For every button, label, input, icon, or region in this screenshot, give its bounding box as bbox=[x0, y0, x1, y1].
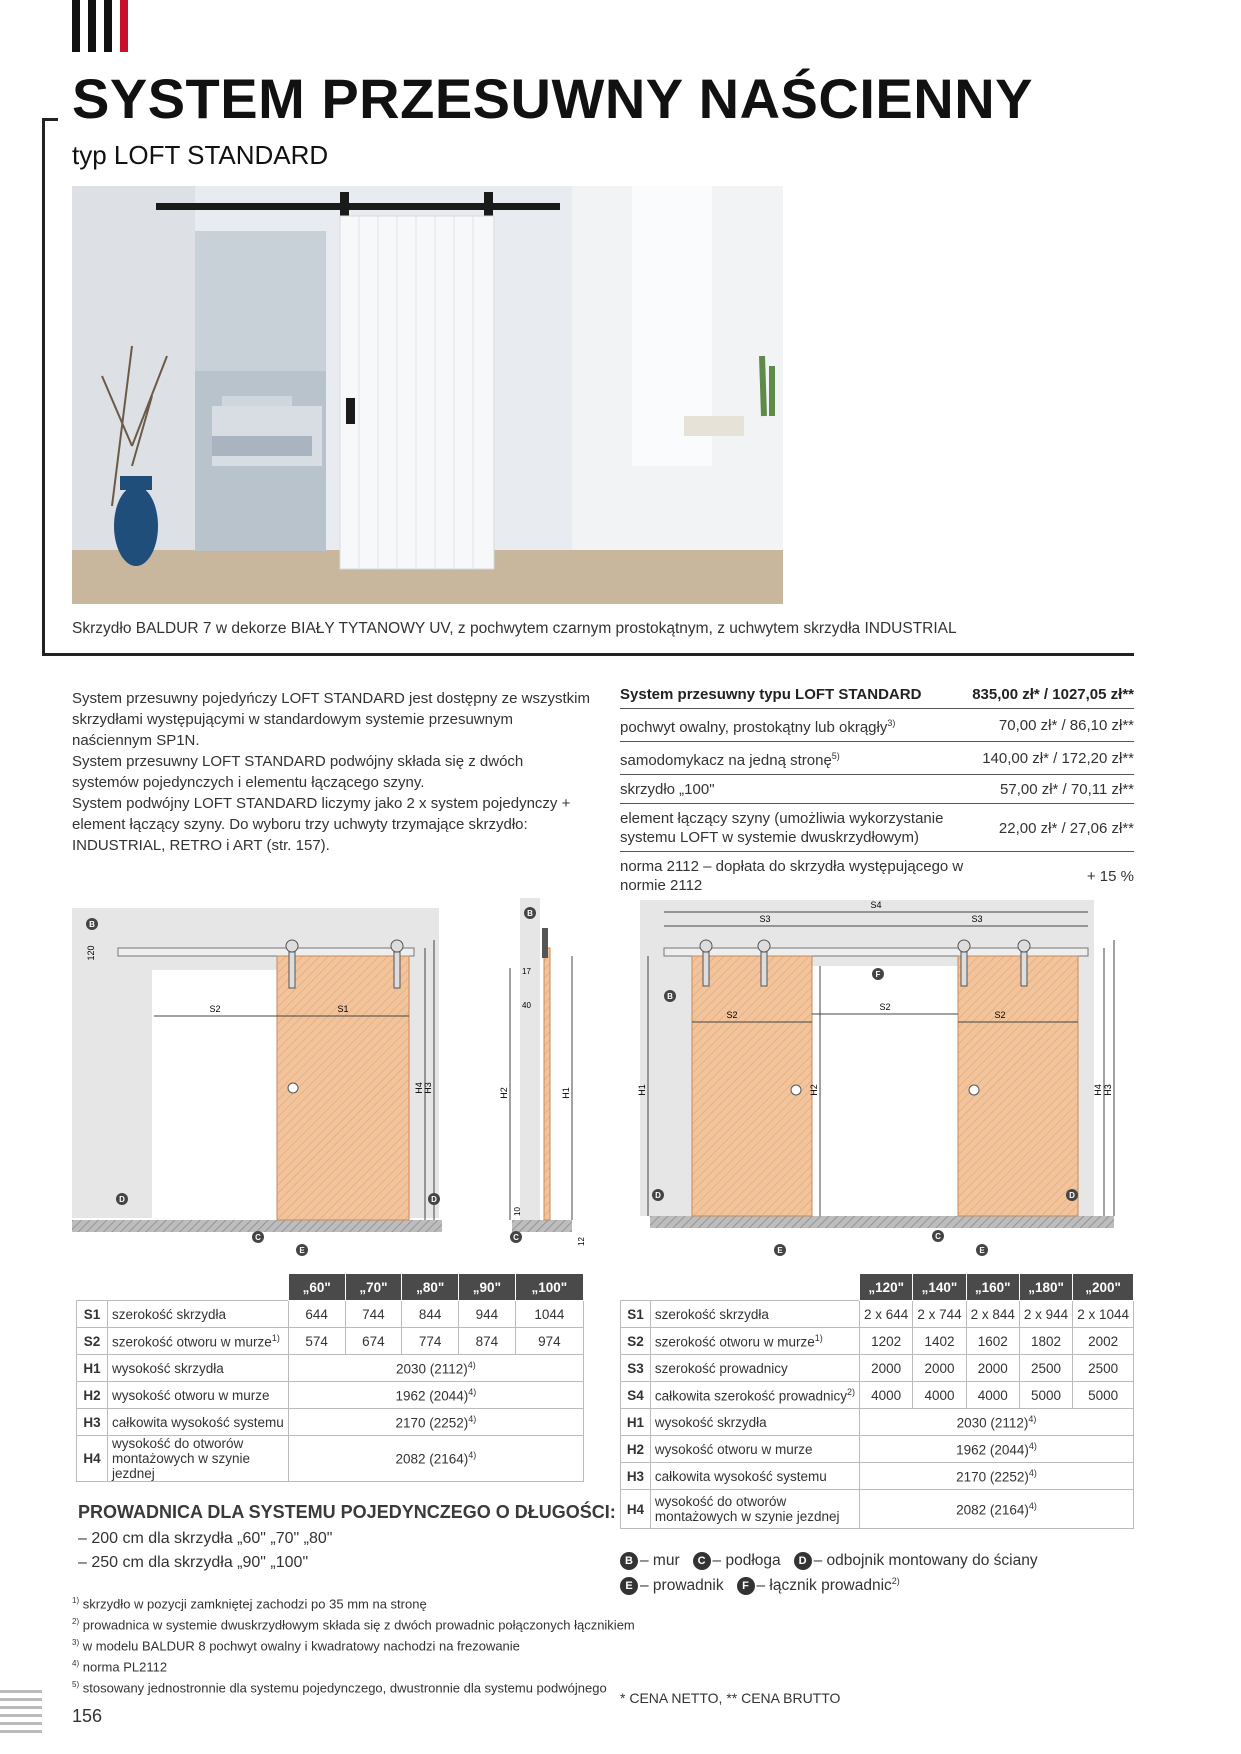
legend-label: – łącznik prowadnic bbox=[756, 1577, 892, 1595]
row-label: szerokość otworu w murze$^{1)}$ bbox=[650, 1328, 859, 1355]
price-value: 22,00 zł* / 27,06 zł** bbox=[972, 804, 1134, 852]
table-cell: 2500 bbox=[1073, 1355, 1134, 1382]
marker-label: E bbox=[979, 1246, 985, 1255]
table-header-row bbox=[621, 1274, 1134, 1301]
frame-divider bbox=[42, 653, 1134, 656]
table-cell: 2 x 644 bbox=[860, 1301, 913, 1328]
table-row bbox=[621, 1436, 1134, 1463]
frame-divider bbox=[42, 118, 58, 121]
intro-paragraph: System podwójny LOFT STANDARD liczymy jako 2 x system pojedynczy + element łączący szyny. Do wyboru trzy uchwyty trzymające skrzydło: INDUSTRIAL, RETRO i ART (str. 157). bbox=[72, 795, 571, 854]
row-label: wysokość do otworów montażowych w szynie jezdnej bbox=[650, 1490, 859, 1529]
dim-label: H1 bbox=[637, 1084, 647, 1096]
dim-label: H1 bbox=[561, 1087, 571, 1099]
handle-icon bbox=[288, 1083, 298, 1093]
table-cell: 2030 $(2112)^{4)}$ bbox=[288, 1355, 583, 1382]
table-cell: 2170 $(2252)^{4)}$ bbox=[860, 1463, 1134, 1490]
row-label: całkowita wysokość systemu bbox=[108, 1409, 289, 1436]
dim-label: S2 bbox=[994, 1010, 1006, 1020]
row-code: S2 bbox=[77, 1328, 108, 1355]
intro-text bbox=[72, 688, 592, 856]
table-cell: 2030 $(2112)^{4)}$ bbox=[860, 1409, 1134, 1436]
page-stripes-decoration bbox=[0, 1690, 42, 1738]
legend: E – prowadnik F – łącznik prowadnic$^{2)}$ bbox=[620, 1576, 900, 1595]
row-code: H4 bbox=[77, 1436, 108, 1482]
row-label: wysokość skrzydła bbox=[108, 1355, 289, 1382]
price-label: samodomykacz na jedną stronę$^{5)}$ bbox=[620, 742, 972, 775]
table-cell: 5000 bbox=[1019, 1382, 1072, 1409]
footnote: $^{3)}$ w modelu BALDUR 8 pochwyt owalny i kwadratowy nachodzi na frezowanie bbox=[72, 1638, 520, 1654]
size-header: „120" bbox=[860, 1274, 913, 1301]
guide-line: – 250 cm dla skrzydła „90" „100" bbox=[78, 1554, 309, 1571]
frame-divider bbox=[42, 118, 45, 656]
table-cell: 974 bbox=[515, 1328, 583, 1355]
price-row bbox=[620, 742, 1134, 775]
price-value: + 15 % bbox=[1086, 867, 1134, 885]
row-code: S3 bbox=[621, 1355, 651, 1382]
row-label: szerokość skrzydła bbox=[650, 1301, 859, 1328]
legend-label: – prowadnik bbox=[640, 1577, 724, 1595]
size-header: „80" bbox=[402, 1274, 459, 1301]
spec-table-single bbox=[76, 1273, 584, 1482]
table-row bbox=[77, 1436, 584, 1482]
table-cell: 574 bbox=[288, 1328, 345, 1355]
floor bbox=[72, 1220, 442, 1232]
dim-label: H3 bbox=[423, 1082, 433, 1094]
marker-label: B bbox=[527, 909, 533, 918]
table-cell: 1962 $(2044)^{4)}$ bbox=[288, 1382, 583, 1409]
price-label: pochwyt owalny, prostokątny lub okrągły$^{3)}$ bbox=[620, 709, 972, 742]
size-header: „180" bbox=[1019, 1274, 1072, 1301]
table-row bbox=[77, 1328, 584, 1355]
table-cell: 874 bbox=[459, 1328, 516, 1355]
row-label: szerokość prowadnicy bbox=[650, 1355, 859, 1382]
table-cell: 2082 $(2164)^{4)}$ bbox=[288, 1436, 583, 1482]
table-cell: 1402 bbox=[913, 1328, 966, 1355]
dim-label: 12 bbox=[577, 1237, 586, 1246]
marker-label: E bbox=[777, 1246, 783, 1255]
table-cell: 2500 bbox=[1019, 1355, 1072, 1382]
row-label: całkowita wysokość systemu bbox=[650, 1463, 859, 1490]
size-header: „90" bbox=[459, 1274, 516, 1301]
footnote: $^{5)}$ stosowany jednostronnie dla systemu pojedynczego, dwustronnie dla systemu podwójnego bbox=[72, 1680, 607, 1696]
size-header: „60" bbox=[288, 1274, 345, 1301]
row-code: H3 bbox=[77, 1409, 108, 1436]
row-label: wysokość do otworów montażowych w szynie jezdnej bbox=[108, 1436, 289, 1482]
table-cell: 774 bbox=[402, 1328, 459, 1355]
table-header-row bbox=[77, 1274, 584, 1301]
price-label: norma 2112 – dopłata do skrzydła występującego w normie 2112 bbox=[620, 858, 964, 894]
table-row bbox=[621, 1301, 1134, 1328]
table-cell: 1602 bbox=[966, 1328, 1019, 1355]
table-cell: 4000 bbox=[913, 1382, 966, 1409]
price-row bbox=[620, 775, 1134, 804]
table-cell: 2 x 1044 bbox=[1073, 1301, 1134, 1328]
marker-label: D bbox=[119, 1195, 125, 1204]
dim-label: 120 bbox=[86, 945, 96, 961]
photo-caption: Skrzydło BALDUR 7 w dekorze BIAŁY TYTANOWY UV, z pochwytem czarnym prostokątnym, z uchwytem skrzydła INDUSTRIAL bbox=[72, 620, 957, 637]
table-cell: 2002 bbox=[1073, 1328, 1134, 1355]
marker-label: B bbox=[89, 920, 95, 929]
marker-icon: F bbox=[737, 1577, 755, 1595]
row-code: S1 bbox=[77, 1301, 108, 1328]
marker-icon: C bbox=[693, 1552, 711, 1570]
table-cell: 2 x 944 bbox=[1019, 1301, 1072, 1328]
table-cell: 4000 bbox=[966, 1382, 1019, 1409]
dim-label: S2 bbox=[209, 1004, 221, 1014]
row-code: S2 bbox=[621, 1328, 651, 1355]
table-cell: 2 x 844 bbox=[966, 1301, 1019, 1328]
dim-label: H2 bbox=[809, 1084, 819, 1096]
size-header: „70" bbox=[345, 1274, 402, 1301]
row-label: wysokość skrzydła bbox=[650, 1409, 859, 1436]
intro-paragraph: System przesuwny LOFT STANDARD podwójny składa się z dwóch systemów pojedynczych i elementu łączącego szyny. bbox=[72, 753, 524, 791]
wall-section bbox=[520, 898, 540, 1220]
dim-label: H4 bbox=[1093, 1084, 1103, 1096]
table-cell: 744 bbox=[345, 1301, 402, 1328]
spec-table-double bbox=[620, 1273, 1134, 1529]
marker-label: D bbox=[655, 1191, 661, 1200]
price-value: 70,00 zł* / 86,10 zł** bbox=[972, 709, 1134, 742]
marker-icon: B bbox=[620, 1552, 638, 1570]
technical-drawing-single bbox=[72, 898, 592, 1268]
legend bbox=[620, 1552, 1038, 1570]
price-note: * CENA NETTO, ** CENA BRUTTO bbox=[620, 1690, 841, 1706]
row-code: H2 bbox=[77, 1382, 108, 1409]
dim-label: H3 bbox=[1103, 1084, 1113, 1096]
size-header: „200" bbox=[1073, 1274, 1134, 1301]
row-code: H3 bbox=[621, 1463, 651, 1490]
dim-label: S2 bbox=[879, 1002, 891, 1012]
table-cell: 674 bbox=[345, 1328, 402, 1355]
price-label: skrzydło „100" bbox=[620, 775, 972, 804]
table-cell: 944 bbox=[459, 1301, 516, 1328]
price-label: System przesuwny typu LOFT STANDARD bbox=[620, 680, 972, 709]
row-label: szerokość otworu w murze$^{1)}$ bbox=[108, 1328, 289, 1355]
table-cell: 2000 bbox=[860, 1355, 913, 1382]
row-code: H1 bbox=[621, 1409, 651, 1436]
price-row bbox=[620, 804, 1134, 852]
footnote: $^{2)}$ prowadnica w systemie dwuskrzydłowym składa się z dwóch prowadnic połączonych łącznikiem bbox=[72, 1617, 635, 1633]
brand-accent-bar bbox=[120, 0, 128, 52]
marker-label: F bbox=[875, 970, 881, 979]
table-row bbox=[621, 1409, 1134, 1436]
guide-heading: PROWADNICA DLA SYSTEMU POJEDYNCZEGO O DŁUGOŚCI: bbox=[78, 1502, 616, 1522]
table-row bbox=[77, 1409, 584, 1436]
marker-label: D bbox=[431, 1195, 437, 1204]
table-cell: 1802 bbox=[1019, 1328, 1072, 1355]
marker-label: E bbox=[299, 1246, 305, 1255]
row-label: wysokość otworu w murze bbox=[650, 1436, 859, 1463]
dim-label: 40 bbox=[522, 1001, 531, 1010]
guide-rail bbox=[118, 948, 414, 956]
footnote: $^{4)}$ norma PL2112 bbox=[72, 1659, 168, 1675]
table-row bbox=[621, 1490, 1134, 1529]
table-row bbox=[77, 1355, 584, 1382]
dim-label: 17 bbox=[522, 967, 531, 976]
legend-label: – odbojnik montowany do ściany bbox=[813, 1552, 1038, 1570]
footnote: $^{1)}$ skrzydło w pozycji zamkniętej zachodzi po 35 mm na stronę bbox=[72, 1596, 427, 1612]
table-row bbox=[621, 1328, 1134, 1355]
price-row bbox=[620, 680, 1134, 709]
row-code: H4 bbox=[621, 1490, 651, 1529]
table-cell: 5000 bbox=[1073, 1382, 1134, 1409]
row-code: H1 bbox=[77, 1355, 108, 1382]
marker-label: D bbox=[1069, 1191, 1075, 1200]
row-label: wysokość otworu w murze bbox=[108, 1382, 289, 1409]
table-cell: 644 bbox=[288, 1301, 345, 1328]
guide-line: – 200 cm dla skrzydła „60" „70" „80" bbox=[78, 1530, 333, 1547]
legend-label: – podłoga bbox=[712, 1552, 781, 1570]
table-cell: 844 bbox=[402, 1301, 459, 1328]
dim-label: S4 bbox=[870, 900, 882, 910]
price-value: 835,00 zł* / 1027,05 zł** bbox=[972, 680, 1134, 709]
page-subtitle: typ LOFT STANDARD bbox=[72, 140, 329, 170]
dim-label: 10 bbox=[513, 1207, 522, 1216]
marker-label: C bbox=[513, 1233, 519, 1242]
size-header: „160" bbox=[966, 1274, 1019, 1301]
table-row bbox=[77, 1382, 584, 1409]
dim-label: S2 bbox=[726, 1010, 738, 1020]
table-cell: 2170 $(2252)^{4)}$ bbox=[288, 1409, 583, 1436]
technical-drawing-double bbox=[620, 890, 1134, 1260]
row-code: S1 bbox=[621, 1301, 651, 1328]
size-header: „140" bbox=[913, 1274, 966, 1301]
table-cell: 1044 bbox=[515, 1301, 583, 1328]
row-code: S4 bbox=[621, 1382, 651, 1409]
table-row bbox=[621, 1382, 1134, 1409]
table-cell: 4000 bbox=[860, 1382, 913, 1409]
table-cell: 2 x 744 bbox=[913, 1301, 966, 1328]
marker-label: C bbox=[935, 1232, 941, 1241]
table-cell: 2082 $(2164)^{4)}$ bbox=[860, 1490, 1134, 1529]
table-cell: 1202 bbox=[860, 1328, 913, 1355]
page-number: 156 bbox=[72, 1706, 103, 1726]
table-row bbox=[77, 1301, 584, 1328]
price-value: 57,00 zł* / 70,11 zł** bbox=[972, 775, 1134, 804]
page-title: SYSTEM PRZESUWNY NAŚCIENNY bbox=[72, 67, 1033, 130]
price-table bbox=[620, 680, 1134, 899]
table-row bbox=[621, 1355, 1134, 1382]
price-row bbox=[620, 709, 1134, 742]
row-code: H2 bbox=[621, 1436, 651, 1463]
table-cell: 2000 bbox=[913, 1355, 966, 1382]
marker-label: C bbox=[255, 1233, 261, 1242]
intro-paragraph: System przesuwny pojedyńczy LOFT STANDARD jest dostępny ze wszystkim skrzydłami występującymi w standardowym systemie przesuwnym naściennym SP1N. bbox=[72, 690, 590, 749]
product-photo bbox=[72, 186, 783, 604]
table-cell: 1962 $(2044)^{4)}$ bbox=[860, 1436, 1134, 1463]
row-label: całkowita szerokość prowadnicy$^{2)}$ bbox=[650, 1382, 859, 1409]
dim-label: H2 bbox=[499, 1087, 509, 1099]
price-label: element łączący szyny (umożliwia wykorzystanie systemu LOFT w systemie dwuskrzydłowym) bbox=[620, 804, 972, 852]
marker-label: B bbox=[667, 992, 673, 1001]
marker-icon: E bbox=[620, 1577, 638, 1595]
dim-label: S3 bbox=[759, 914, 771, 924]
table-row bbox=[621, 1463, 1134, 1490]
price-value: 140,00 zł* / 172,20 zł** bbox=[972, 742, 1134, 775]
size-header: „100" bbox=[515, 1274, 583, 1301]
legend-label: – mur bbox=[640, 1552, 680, 1570]
dim-label: S3 bbox=[971, 914, 983, 924]
dim-label: S1 bbox=[337, 1004, 349, 1014]
row-label: szerokość skrzydła bbox=[108, 1301, 289, 1328]
dim-label: H4 bbox=[414, 1082, 424, 1094]
table-cell: 2000 bbox=[966, 1355, 1019, 1382]
marker-icon: D bbox=[794, 1552, 812, 1570]
